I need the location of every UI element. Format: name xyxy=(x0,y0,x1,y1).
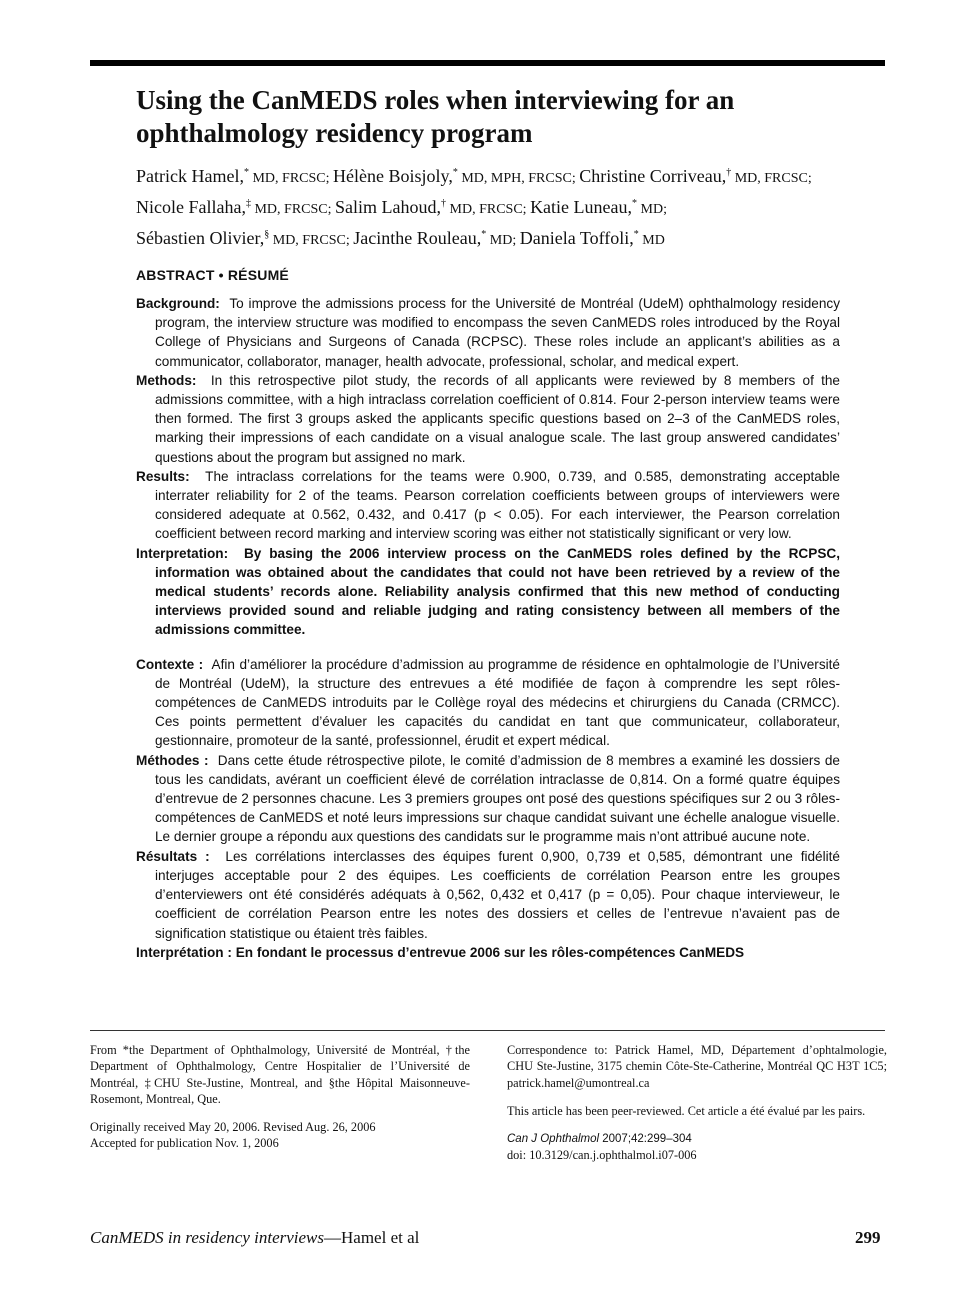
abstract-section-results: Results: The intraclass correlations for the teams were 0.900, 0.739, and 0.585, demonstrating acceptable interrater reliability for 2 of the teams. Pearson correlation coefficients between groups of interviewers were considered adequate at 0.562, 0.432, and 0.417 (p < 0.05). For each interviewer, the Pearson correlation coefficient between record marking and interview scoring was either not statistically significant or very low. xyxy=(136,468,840,542)
top-rule xyxy=(90,60,885,66)
doi: doi: 10.3129/can.j.ophthalmol.i07-006 xyxy=(507,1148,697,1163)
peer-review-note: This article has been peer-reviewed. Cet article a été évalué par les pairs. xyxy=(507,1103,866,1118)
correspondence: Correspondence to: Patrick Hamel, MD, Département d’ophtalmologie, CHU Ste-Justine, 3175 chemin Côte-Ste-Catherine, Montréal QC H3T 1C5; patrick.hamel@umontreal.ca xyxy=(507,1043,887,1090)
author: Jacinthe Rouleau,* MD; xyxy=(353,228,520,248)
affiliations: From *the Department of Ophthalmology, Université de Montréal, †the Department of Ophthalmology, Centre Hospitalier de l’Université de Montréal, ‡CHU Ste-Justine, Montreal, and §the Hôpital Maisonneuve-Rosemont, Montreal, Que. xyxy=(90,1043,470,1106)
abstract-heading: ABSTRACT • RÉSUMÉ xyxy=(136,267,289,283)
author: Salim Lahoud,† MD, FRCSC; xyxy=(335,197,531,217)
resume-section-contexte: Contexte : Afin d’améliorer la procédure d’admission au programme de résidence en ophtalmologie de l’Université de Montréal (UdeM), la structure des entrevues a été modifiée de façon à comprendre les sept rôles-compétences de CanMEDS introduits par le Collège royal des médecins et chirurgiens du Canada (CRMCC). Ces points permettent d’évaluer les capacités du candidat en tant que communicateur, collaborateur, gestionnaire, promoteur de la santé, professionnel, érudit et expert médical. xyxy=(136,656,840,749)
received-date: Originally received May 20, 2006. Revised Aug. 26, 2006 xyxy=(90,1120,376,1135)
author: Daniela Toffoli,* MD xyxy=(519,228,665,248)
author: Sébastien Olivier,§ MD, FRCSC; xyxy=(136,228,354,248)
resume-section-resultats: Résultats : Les corrélations interclasses des équipes furent 0,900, 0,739 et 0,585, démontrant une fidélité interjuges acceptable pour 2 des équipes. Les coefficients de corrélation Pearson entre les groupes d’enterviewers ont été considérés adéquats à 0,562, 0,432 et 0,417 (p = 0,05). Pour chaque intervieweur, le coefficient de corrélation Pearson entre les notes des dossiers et celles de l’entrevue n’avaient pas de signification statistique ou étaient très faibles. xyxy=(136,848,840,941)
abstract-section-background: Background: To improve the admissions process for the Université de Montréal (UdeM) ophthalmology residency program, the interview structure was modified to encompass the seven CanMEDS roles introduced by the Royal College of Physicians and Surgeons of Canada (RCPSC). These roles include an applicant’s abilities as a communicator, collaborator, manager, health advocate, professional, scholar, and medical expert. xyxy=(136,296,840,369)
author-list xyxy=(136,160,876,253)
resume-section-interpretation: Interprétation : En fondant le processus d’entrevue 2006 sur les rôles-compétences CanMEDS xyxy=(136,944,745,960)
footnote-right-column xyxy=(507,1042,887,1164)
article-title: Using the CanMEDS roles when interviewing for an ophthalmology residency program xyxy=(136,85,735,148)
footnote-rule xyxy=(90,1030,885,1031)
page-number: 299 xyxy=(855,1228,881,1247)
resume-section-methodes: Méthodes : Dans cette étude rétrospective pilote, le comité d’admission de 8 membres a examiné les dossiers de tous les candidats, avérant un coefficient élevé de corrélation intraclasse de 0,814. On a formé quatre équipes d’entrevue de 2 personnes chacune. Les 3 premiers groupes ont posé des questions spécifiques sur 2 ou 3 rôles-compétences de CanMEDS et noté leurs impressions sur chaque candidat suivant une échelle analogue visuelle. Le dernier groupe a répondu aux questions des candidats sur le programme mais n’ont attribué aucune note. xyxy=(136,752,840,845)
author-line-2 xyxy=(136,191,876,222)
author: Christine Corriveau,† MD, FRCSC; xyxy=(579,166,812,186)
abstract-section-interpretation: Interpretation: By basing the 2006 interview process on the CanMEDS roles defined by the RCPSC, information was obtained about the candidates that could not have been retrieved by a review of the medical students’ records alone. Reliability analysis confirmed that this new method of conducting interviews provided sound and reliable judging and rating consistency between all members of the admissions committee. xyxy=(136,545,840,638)
journal-citation: Can J Ophthalmol 2007;42:299–304 xyxy=(507,1133,692,1146)
accepted-date: Accepted for publication Nov. 1, 2006 xyxy=(90,1136,279,1151)
author-line-1 xyxy=(136,160,876,191)
author: Nicole Fallaha,‡ MD, FRCSC; xyxy=(136,197,336,217)
author: Katie Luneau,* MD; xyxy=(530,197,667,217)
author-line-3 xyxy=(136,222,876,253)
abstract-section-methods: Methods: In this retrospective pilot study, the records of all applicants were reviewed by 8 members of the admissions committee, with a high intraclass correlation coefficient of 0.814. Four 2-person interview teams were then formed. The first 3 groups asked the applicants specific questions based on 2–3 of the CanMEDS roles, marking their impressions of each candidate on a visual analogue scale. The last group answered candidates’ questions about the program but assigned no mark. xyxy=(136,372,840,465)
author: Patrick Hamel,* MD, FRCSC; xyxy=(136,166,334,186)
author: Hélène Boisjoly,* MD, MPH, FRCSC; xyxy=(333,166,580,186)
footnote-left-column xyxy=(90,1042,470,1152)
running-footer: CanMEDS in residency interviews—Hamel et al xyxy=(90,1228,420,1247)
abstract-body xyxy=(136,294,840,962)
